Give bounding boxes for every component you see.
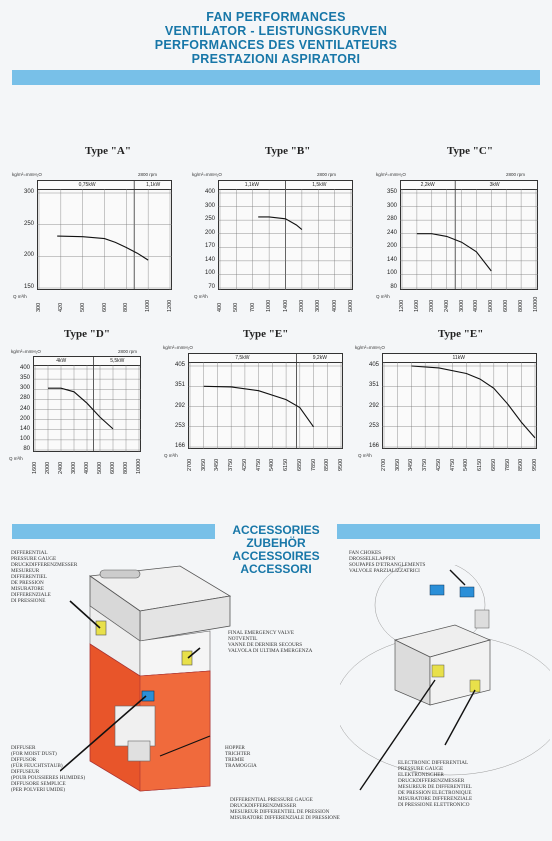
- chart-title: Type "E": [438, 328, 484, 340]
- y-tick-label: 280: [19, 395, 30, 402]
- y-tick-label: 292: [368, 402, 379, 409]
- x-tick-label: 4250: [241, 458, 248, 471]
- y-tick-label: 350: [19, 375, 30, 382]
- power-label: 9,2kW: [312, 355, 327, 361]
- chart-plot: [188, 362, 343, 449]
- x-tick-label: 2000: [428, 299, 435, 312]
- chart-title: Type "B": [265, 145, 311, 157]
- title-line: PERFORMANCES DES VENTILATEURS: [154, 38, 398, 52]
- title-line: PRESTAZIONI ASPIRATORI: [191, 52, 361, 66]
- label-differential-pressure-gauge: DIFFERENTIAL PRESSURE GAUGE DRUCKDIFFERENZMESSER MESUREUR DIFFERENTIEL DE PRESSION MISURATORE DIFFERENZIALE DI PRESSIONE: [11, 550, 78, 604]
- label-final-emergency-valve: FINAL EMERGENCY VALVE NOTVENTIL VANNE DE DERNIER SECOURS VALVOLA DI ULTIMA EMERGENZA: [228, 630, 313, 654]
- chart-plot: [382, 362, 537, 449]
- x-tick-label: 4750: [255, 458, 262, 471]
- x-tick-label: 9500: [532, 458, 538, 471]
- filter-unit-illustration: [60, 556, 250, 796]
- x-tick-label: 9500: [338, 458, 344, 471]
- label-fan-chokes: FAN CHOKES DROSSELKLAPPEN SOUPAPES D'ETRANGLEMENTS VALVOLE PARZIALIZZATRICI: [349, 550, 426, 574]
- y-tick-label: 100: [19, 435, 30, 442]
- chart-title: Type "C": [447, 145, 493, 157]
- x-tick-label: 7850: [310, 458, 317, 471]
- accessories-line: ACCESSOIRES: [232, 549, 320, 563]
- label-electronic-gauge: ELECTRONIC DIFFERENTIAL PRESSURE GAUGE ELEKTRONISCHER DRUCKDIFFERENZMESSER MESUREUR DE DIFFERENTIEL DE PRESSION ELECTRONIQUE MISURATORE DIFFERENZIALE DI PRESSIONE ELETTRONICO: [398, 760, 473, 808]
- power-label: 7,5kW: [235, 355, 250, 361]
- y-tick-label: 300: [386, 202, 397, 209]
- chart-plot: [400, 189, 538, 290]
- x-tick-label: 6150: [283, 458, 290, 471]
- x-tick-label: 3050: [200, 458, 207, 471]
- performance-curve: [48, 388, 113, 429]
- x-tick-label: 6850: [490, 458, 497, 471]
- chart-x-unit: Q m³/h: [376, 294, 390, 299]
- title-line: FAN PERFORMANCES: [206, 10, 346, 24]
- y-tick-label: 170: [204, 243, 215, 250]
- top-band: [12, 70, 540, 85]
- y-tick-label: 200: [19, 415, 30, 422]
- x-tick-label: 420: [57, 302, 64, 312]
- power-label: 1,5kW: [312, 182, 327, 188]
- power-label: 0,75kW: [78, 182, 96, 188]
- x-tick-label: 4000: [331, 299, 338, 312]
- y-tick-label: 100: [204, 270, 215, 277]
- y-tick-label: 351: [174, 382, 185, 389]
- chart-y-unit: kg/m²=mmH₂O: [376, 172, 406, 177]
- y-tick-label: 400: [204, 189, 215, 195]
- chart-x-unit: Q m³/h: [194, 294, 208, 299]
- x-tick-label: 2400: [443, 299, 450, 312]
- x-tick-label: 6000: [503, 299, 510, 312]
- x-tick-label: 8000: [518, 299, 525, 312]
- performance-curve: [412, 366, 536, 438]
- x-tick-label: 6850: [296, 458, 303, 471]
- x-tick-label: 5400: [269, 458, 276, 471]
- x-tick-label: 3050: [394, 458, 401, 471]
- power-label: 5,5kW: [110, 358, 125, 364]
- y-tick-label: 150: [23, 284, 34, 290]
- y-tick-label: 253: [174, 422, 185, 429]
- chart-y-unit: kg/m²=mmH₂O: [12, 172, 42, 177]
- y-tick-label: 280: [386, 216, 397, 223]
- x-tick-label: 3000: [458, 299, 465, 312]
- performance-curve: [417, 234, 491, 271]
- x-tick-label: 2700: [381, 458, 387, 471]
- x-tick-label: 2400: [58, 461, 64, 474]
- x-tick-label: 1200: [399, 299, 405, 312]
- y-tick-label: 140: [19, 425, 30, 432]
- performance-curve: [258, 217, 302, 230]
- x-tick-label: 1600: [413, 299, 420, 312]
- x-tick-label: 5000: [348, 299, 354, 312]
- x-tick-label: 5000: [488, 299, 495, 312]
- x-tick-label: 6150: [477, 458, 484, 471]
- chart-y-unit: kg/m²=mmH₂O: [11, 349, 41, 354]
- chart-x-unit: Q m³/h: [358, 453, 372, 458]
- power-label: 3kW: [489, 182, 500, 188]
- chart-y-unit: kg/m²=mmH₂O: [355, 345, 385, 350]
- y-tick-label: 250: [23, 220, 34, 227]
- power-label: 11kW: [452, 355, 465, 361]
- x-tick-label: 500: [79, 302, 86, 312]
- x-tick-label: 10000: [136, 458, 142, 474]
- power-label: 1,1kW: [244, 182, 259, 188]
- chart-title: Type "D": [64, 328, 110, 340]
- x-tick-label: 700: [249, 302, 256, 312]
- x-tick-label: 8500: [324, 458, 331, 471]
- x-tick-label: 4000: [84, 461, 90, 474]
- y-tick-label: 140: [386, 256, 397, 263]
- y-tick-label: 300: [19, 385, 30, 392]
- x-tick-label: 1000: [266, 299, 273, 312]
- chart-plot: [37, 189, 172, 290]
- label-differential-pressure-gauge-bottom: DIFFERENTIAL PRESSURE GAUGE DRUCKDIFFERENZMESSER MESUREUR DIFFERENTIEL DE PRESSION MISURATORE DIFFERENZIALE DI PRESSIONE: [230, 797, 340, 821]
- x-tick-label: 4000: [473, 299, 480, 312]
- y-tick-label: 405: [174, 362, 185, 368]
- chart-rpm: 2800 rpm: [118, 349, 138, 354]
- x-tick-label: 4250: [435, 458, 442, 471]
- x-tick-label: 10000: [533, 296, 539, 312]
- x-tick-label: 4750: [449, 458, 456, 471]
- chart-rpm: 2800 rpm: [138, 172, 158, 177]
- x-tick-label: 600: [101, 302, 108, 312]
- x-tick-label: 3450: [408, 458, 415, 471]
- x-tick-label: 5000: [97, 461, 103, 474]
- y-tick-label: 240: [386, 229, 397, 236]
- accessories-line: ZUBEHÖR: [246, 536, 306, 550]
- x-tick-label: 3750: [228, 458, 235, 471]
- page-title-block: [0, 10, 552, 66]
- y-tick-label: 400: [19, 365, 30, 371]
- power-label: 2,2kW: [420, 182, 435, 188]
- y-tick-label: 140: [204, 256, 215, 263]
- x-tick-label: 2700: [187, 458, 193, 471]
- y-tick-label: 200: [204, 229, 215, 236]
- x-tick-label: 3750: [422, 458, 429, 471]
- chart-plot: [33, 365, 141, 452]
- x-tick-label: 800: [123, 302, 130, 312]
- x-tick-label: 400: [217, 302, 223, 312]
- label-diffuser: DIFFUSER (FOR MOIST DUST) DIFFUSOR (FÜR FEUCHTSTAUB) DIFFUSEUR (POUR POUSSIERES HUMIDES) DIFFUSORE SEMPLICE (PER POLVERI UMIDE): [11, 745, 86, 793]
- x-tick-label: 6000: [110, 461, 116, 474]
- power-label: 1,1kW: [146, 182, 161, 188]
- accessories-line: ACCESSORI: [240, 562, 312, 576]
- x-tick-label: 2000: [45, 461, 51, 474]
- title-line: VENTILATOR - LEISTUNGSKURVEN: [164, 24, 388, 38]
- x-tick-label: 8000: [123, 461, 129, 474]
- x-tick-label: 3000: [315, 299, 322, 312]
- chart-title: Type "E": [243, 328, 289, 340]
- y-tick-label: 250: [204, 216, 215, 223]
- chart-y-unit: kg/m²=mmH₂O: [163, 345, 193, 350]
- y-tick-label: 351: [368, 382, 379, 389]
- chart-x-unit: Q m³/h: [164, 453, 178, 458]
- y-tick-label: 405: [368, 362, 379, 368]
- y-tick-label: 350: [386, 189, 397, 195]
- power-label: 4kW: [56, 358, 67, 364]
- x-tick-label: 1400: [282, 299, 289, 312]
- chart-y-unit: kg/m²=mmH₂O: [192, 172, 222, 177]
- chart-plot: [218, 189, 353, 290]
- y-tick-label: 166: [368, 443, 379, 449]
- x-tick-label: 7850: [504, 458, 511, 471]
- y-tick-label: 240: [19, 405, 30, 412]
- x-tick-label: 2000: [298, 299, 305, 312]
- x-tick-label: 8500: [518, 458, 525, 471]
- y-tick-label: 80: [390, 284, 397, 290]
- chart-title: Type "A": [85, 145, 131, 157]
- y-tick-label: 100: [386, 270, 397, 277]
- x-tick-label: 1000: [145, 299, 152, 312]
- y-tick-label: 292: [174, 402, 185, 409]
- y-tick-label: 300: [204, 202, 215, 209]
- y-tick-label: 300: [23, 189, 34, 195]
- x-tick-label: 5400: [463, 458, 470, 471]
- chart-rpm: 2800 rpm: [317, 172, 337, 177]
- x-tick-label: 3450: [214, 458, 221, 471]
- chart-rpm: 2800 rpm: [506, 172, 526, 177]
- y-tick-label: 166: [174, 443, 185, 449]
- y-tick-label: 200: [386, 243, 397, 250]
- chart-x-unit: Q m³/h: [13, 294, 27, 299]
- x-tick-label: 1600: [32, 461, 38, 474]
- chart-x-unit: Q m³/h: [9, 456, 23, 461]
- y-tick-label: 80: [23, 446, 30, 452]
- x-tick-label: 3000: [71, 461, 77, 474]
- label-hopper: HOPPER TRICHTER TREMIE TRAMOGGIA: [225, 745, 257, 769]
- x-tick-label: 1200: [167, 299, 173, 312]
- accessories-line: ACCESSORIES: [232, 523, 320, 537]
- y-tick-label: 70: [208, 284, 215, 290]
- y-tick-label: 200: [23, 252, 34, 259]
- x-tick-label: 500: [233, 302, 240, 312]
- x-tick-label: 300: [36, 302, 42, 312]
- y-tick-label: 253: [368, 422, 379, 429]
